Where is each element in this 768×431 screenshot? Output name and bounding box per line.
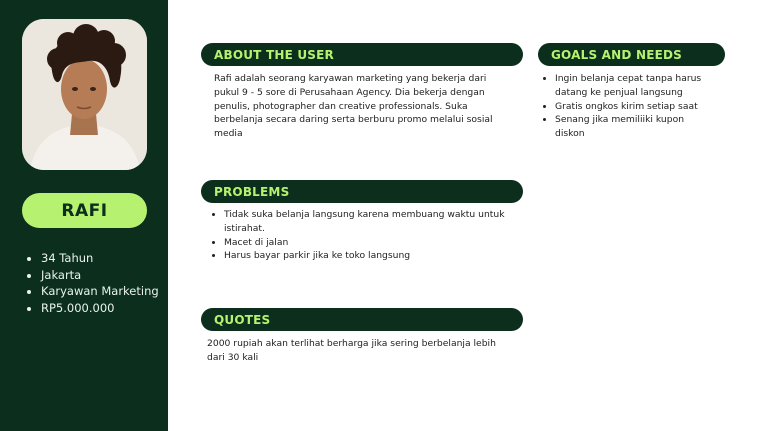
goal-item: • Senang jika memiliiki kupon diskon bbox=[555, 113, 715, 141]
persona-fact-city: • Jakarta bbox=[41, 267, 159, 284]
about-user-title: ABOUT THE USER bbox=[214, 47, 334, 62]
problem-item: • Harus bayar parkir jika ke toko langsung bbox=[224, 249, 520, 263]
about-user-text: Rafi adalah seorang karyawan marketing yang bekerja dari pukul 9 - 5 sore di Perusahaan Agency. Dia bekerja dengan penulis, photographer dan creative professionals. Suka berbelanja secara daring serta berburu promo melalui sosial media bbox=[214, 73, 493, 140]
goal-item: • Gratis ongkos kirim setiap saat bbox=[555, 100, 715, 114]
persona-fact-income: • RP5.000.000 bbox=[41, 300, 159, 317]
goal-item: • Ingin belanja cepat tanpa harus datang ke penjual langsung bbox=[555, 72, 715, 100]
profile-sidebar bbox=[0, 0, 168, 431]
person-portrait-image bbox=[22, 19, 147, 170]
goals-needs-list bbox=[543, 72, 715, 141]
persona-facts-list bbox=[28, 250, 159, 316]
quote-text: 2000 rupiah akan terlihat berharga jika sering berbelanja lebih dari 30 kali bbox=[207, 338, 496, 363]
quotes-title: QUOTES bbox=[214, 312, 271, 327]
problem-item: • Tidak suka belanja langsung karena membuang waktu untuk istirahat. bbox=[224, 208, 520, 236]
persona-name: RAFI bbox=[61, 200, 108, 221]
problems-header bbox=[201, 180, 523, 203]
about-user-header bbox=[201, 43, 523, 66]
problems-list bbox=[212, 208, 520, 263]
persona-fact-age: • 34 Tahun bbox=[41, 250, 159, 267]
persona-fact-job: • Karyawan Marketing bbox=[41, 283, 159, 300]
profile-photo bbox=[22, 19, 147, 170]
goals-needs-header bbox=[538, 43, 725, 66]
problem-item: • Macet di jalan bbox=[224, 236, 520, 250]
quotes-header bbox=[201, 308, 523, 331]
persona-name-badge bbox=[22, 193, 147, 228]
goals-needs-title: GOALS AND NEEDS bbox=[551, 47, 682, 62]
problems-title: PROBLEMS bbox=[214, 184, 290, 199]
